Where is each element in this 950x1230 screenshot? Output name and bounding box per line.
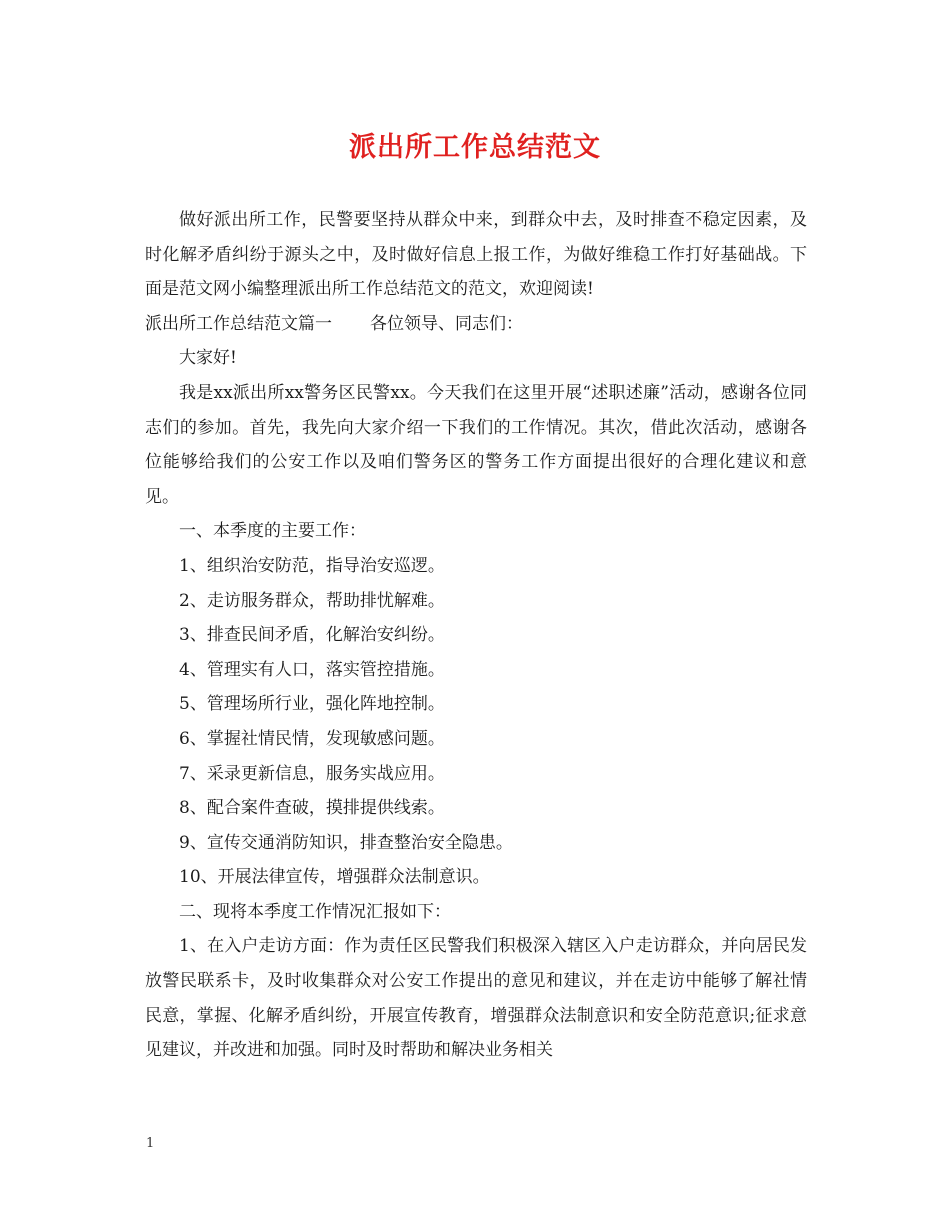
greeting: 大家好! [179, 348, 237, 369]
part2-heading: 二、现将本季度工作情况汇报如下： [179, 901, 451, 922]
list-item: 10、开展法律宣传，增强群众法制意识。 [179, 867, 490, 888]
salutation: 各位领导、同志们： [370, 313, 523, 334]
section-heading: 派出所工作总结范文篇一 [145, 313, 332, 334]
list-item: 8、配合案件查破，摸排提供线索。 [179, 798, 445, 819]
document-title: 派出所工作总结范文 [349, 132, 601, 163]
list-item: 9、宣传交通消防知识，排查整治安全隐患。 [179, 832, 513, 853]
list-item: 6、掌握社情民情，发现敏感问题。 [179, 728, 445, 749]
list-item: 1、组织治安防范，指导治安巡逻。 [179, 555, 445, 576]
document-body [145, 203, 807, 1068]
list-item: 2、走访服务群众，帮助排忧解难。 [179, 590, 445, 611]
intro-paragraph: 做好派出所工作，民警要坚持从群众中来，到群众中去，及时排查不稳定因素，及时化解矛盾纠纷于源头之中，及时做好信息上报工作，为做好维稳工作打好基础战。下面是范文网小编整理派出所工作总结范文的范文，欢迎阅读! [145, 210, 807, 300]
page-number: 1 [146, 1136, 155, 1151]
list-item: 4、管理实有人口，落实管控措施。 [179, 659, 445, 680]
list-item: 5、管理场所行业，强化阵地控制。 [179, 694, 445, 715]
list-item: 7、采录更新信息，服务实战应用。 [179, 763, 445, 784]
self-intro-paragraph: 我是xx派出所xx警务区民警xx。今天我们在这里开展“述职述廉”活动，感谢各位同志们的参加。首先，我先向大家介绍一下我们的工作情况。其次，借此次活动，感谢各位能够给我们的公安工作以及咱们警务区的警务工作方面提出很好的合理化建议和意见。 [145, 382, 807, 507]
part1-heading: 一、本季度的主要工作： [179, 521, 366, 542]
list-item: 3、排查民间矛盾，化解治安纠纷。 [179, 625, 445, 646]
section-heading-line [145, 307, 807, 342]
visit-paragraph: 1、在入户走访方面：作为责任区民警我们积极深入辖区入户走访群众，并向居民发放警民联系卡，及时收集群众对公安工作提出的意见和建议，并在走访中能够了解社情民意，掌握、化解矛盾纠纷，开展宣传教育，增强群众法制意识和安全防范意识;征求意见建议，并改进和加强。同时及时帮助和解决业务相关 [145, 936, 807, 1061]
